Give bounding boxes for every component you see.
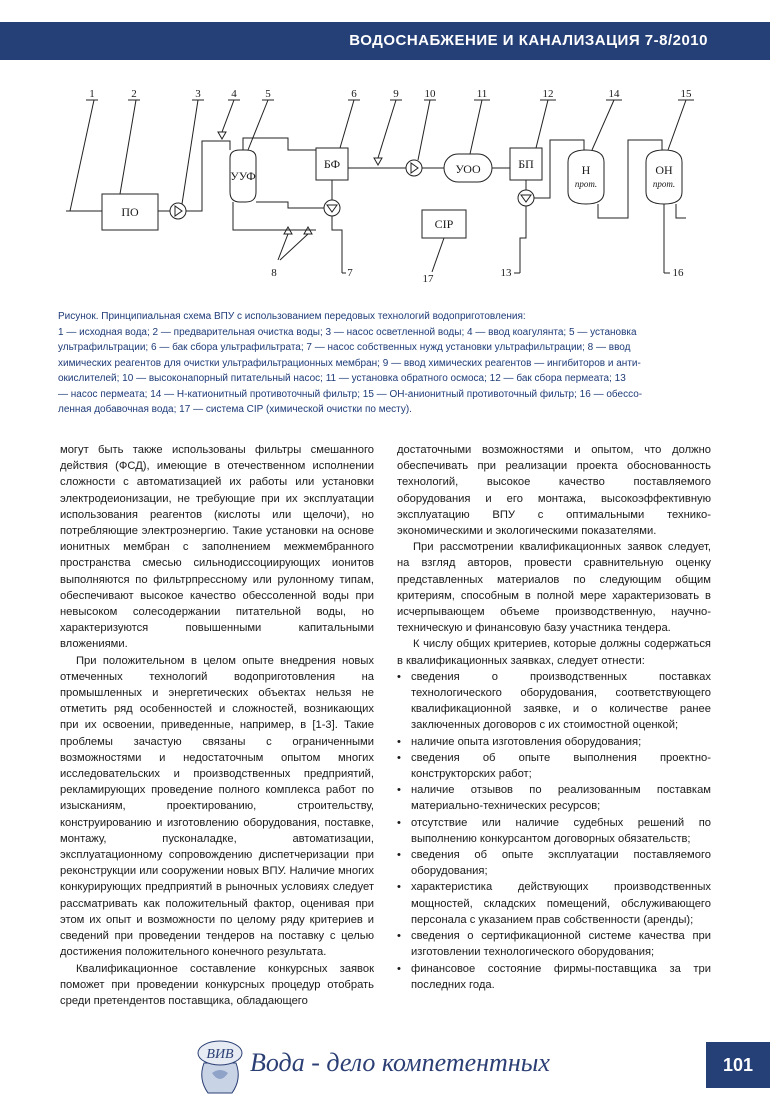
- label-po: ПО: [121, 205, 139, 219]
- criteria-list: [397, 669, 711, 993]
- num-2: 2: [131, 88, 137, 100]
- list-item: • отсутствие или наличие судебных решений по выполнению конкурсантом договорных обязательств;: [397, 815, 711, 847]
- leader-10: [418, 100, 430, 160]
- label-bf: БФ: [323, 157, 341, 171]
- leader-6: [340, 100, 354, 148]
- num-11: 11: [476, 88, 488, 100]
- num-9: 9: [393, 88, 399, 100]
- label-h-sub: прот.: [574, 179, 598, 189]
- leader-11: [470, 100, 482, 154]
- leader-1: [70, 100, 94, 211]
- leader-17: [432, 238, 444, 272]
- page-number-box: [706, 1042, 770, 1088]
- num-17: 17: [422, 273, 434, 285]
- slogan: Вода - дело компетентных: [250, 1048, 550, 1077]
- process-diagram: [58, 88, 718, 288]
- caption-line: — насос пермеата; 14 — Н-катионитный противоточный фильтр; 15 — ОН-анионитный противоточный фильтр; 16 — обессо-: [58, 388, 643, 400]
- leader-9: [378, 100, 396, 158]
- num-15: 15: [680, 88, 692, 100]
- num-16: 16: [672, 267, 684, 279]
- leader-14: [592, 100, 614, 150]
- list-item: • сведения об опыте выполнения проектно-конструкторских работ;: [397, 750, 711, 782]
- left-column: [60, 442, 374, 1009]
- label-uoo: УОО: [455, 162, 481, 176]
- num-3: 3: [195, 88, 201, 100]
- label-uuf: УУФ: [230, 169, 256, 183]
- right-column: [397, 442, 711, 993]
- num-7: 7: [347, 267, 353, 279]
- num-13: 13: [500, 267, 512, 279]
- caption-line: ленная добавочная вода; 17 — система CIP (химической очистки по месту).: [58, 404, 412, 415]
- leader-2: [120, 100, 136, 194]
- list-item: • наличие опыта изготовления оборудования;: [397, 734, 711, 750]
- leader-8b: [280, 234, 308, 260]
- num-5: 5: [265, 88, 271, 100]
- paragraph: могут быть также использованы фильтры смешанного действия (ФСД), имеющие в отечественном исполнении сложности с автоматизацией их работы или установки электродеионизации, не требующие при их эксплуатации использования реагентов (кислоты или щелочи), но потребляющие электроэнергию. Такие установки на основе ионитных мембран с заполнением межмембранного пространства смесью сильнодиссоциирующих ионитов выполняются по фильтрпрессному или рулонному типам, обеспечивают высокое качество обессоленной воды при невысоком солесодержании питательной воды, но характеризуются повышенными капитальными вложениями.: [60, 444, 374, 651]
- list-item: • финансовое состояние фирмы-поставщика за три последних года.: [397, 961, 711, 993]
- inhibitor-arrow: [374, 158, 382, 165]
- label-cip: CIP: [434, 217, 454, 231]
- leader-8a: [278, 234, 288, 260]
- pipe-pump13-down: [520, 206, 526, 273]
- leader-15: [668, 100, 686, 150]
- num-1: 1: [89, 88, 95, 100]
- caption-line: ультрафильтрации; 6 — бак сбора ультрафильтрата; 7 — насос собственных нужд установки ультрафильтрации; 8 — ввод: [58, 342, 631, 353]
- caption-line: окислителей; 10 — высоконапорный питательный насос; 11 — установка обратного осмоса; 12 — бак сбора пермеата; 13: [58, 373, 626, 384]
- journal-title: ВОДОСНАБЖЕНИЕ И КАНАЛИЗАЦИЯ 7-8/2010: [349, 32, 708, 49]
- num-4: 4: [231, 88, 237, 100]
- page-number: 101: [722, 1055, 754, 1075]
- paragraph: достаточными возможностями и опытом, что должно обеспечивать при реализации проекта обоснованность технологий, высокое качество поставляемого оборудования и его монтажа, высокоэффективную эксплуатацию ВПУ с оптимальными технико-экономическими и экологическими показателями.: [397, 444, 711, 538]
- pipe-oh-out: [676, 204, 686, 218]
- logo-text: ВИВ: [206, 1047, 234, 1062]
- num-14: 14: [608, 88, 620, 100]
- num-6: 6: [351, 88, 357, 100]
- paragraph: При рассмотрении квалификационных заявок следует, на взгляд авторов, провести сравнительную оценку представленных материалов по следующим общим критериям, способным в полной мере характеризовать в исчерпывающем объеме производственную, научно-техническую и финансовую базу участника тендера.: [397, 541, 711, 635]
- pipe-chem-8: [233, 202, 316, 230]
- leader-3: [182, 100, 198, 204]
- label-h: Н: [581, 163, 591, 177]
- paragraph: При положительном в целом опыте внедрения новых отмеченных технологий водоприготовления на промышленных и энергетических объектах нельзя не отметить ряд особенностей и сложностей, возникающих при их освоении, приведенные, например, в [1-3]. Такие проблемы зачастую связаны с ограниченными возможностями и недостаточным опытом многих исследовательских и производственных предприятий, рекламирующих проведение полного комплекса работ по изысканиям, проектированию, строительству, конструированию и изготовлению оборудования, поставке, монтажу, пусконаладке, автоматизации, эксплуатационному сопровождению диспетчеризации при реконструкции или сооружении новых ВПУ. Наличие многих конкурирующих предприятий в рыночных условиях следует рассматривать как положительный фактор, оценивая при этом их опыт и возможности по целому ряду критериев и сведений при проведении тендеров на поставку с целью достижения положительного конечного результата.: [60, 654, 374, 959]
- pipe-pump7-out: [332, 216, 342, 273]
- figure-caption: [58, 309, 718, 418]
- label-oh: ОН: [655, 163, 673, 177]
- leader-4: [222, 100, 234, 132]
- coagulant-arrow: [218, 132, 226, 139]
- paragraph: Квалификационное составление конкурсных заявок поможет при проведении конкурсных процедур отобрать среди претендентов поставщика, обладающего: [60, 962, 374, 1007]
- pipe-uuf-bf: [243, 138, 320, 150]
- pipe-pump7-back: [256, 202, 324, 208]
- num-10: 10: [424, 88, 436, 100]
- caption-line: химических реагентов для очистки ультрафильтрационных мембран; 9 — ввод химических реагентов — ингибиторов и анти-: [58, 357, 641, 369]
- list-item: • сведения о сертификационной системе качества при изготовлении технологического оборудования;: [397, 928, 711, 960]
- header-bar: [0, 22, 770, 60]
- list-item: • наличие отзывов по реализованным поставкам материально-технических ресурсов;: [397, 782, 711, 814]
- journal-logo: [190, 1033, 250, 1099]
- caption-line: 1 — исходная вода; 2 — предварительная очистка воды; 3 — насос осветленной воды; 4 — ввод коагулянта; 5 — установка: [58, 326, 637, 338]
- paragraph: К числу общих критериев, которые должны содержаться в квалификационных заявках, следует отнести:: [397, 638, 711, 667]
- vessel-oh: [646, 150, 682, 204]
- num-12: 12: [542, 88, 554, 100]
- list-item: • сведения об опыте эксплуатации поставляемого оборудования;: [397, 847, 711, 879]
- leader-12: [536, 100, 548, 148]
- label-oh-sub: прот.: [652, 179, 676, 189]
- pipe-pump-uuf: [186, 141, 230, 211]
- vessel-h: [568, 150, 604, 204]
- caption-title: Рисунок. Принципиальная схема ВПУ с использованием передовых технологий водоприготовления:: [58, 311, 526, 322]
- list-item: • характеристика действующих производственных мощностей, складских помещений, обслуживающего персонала с указанием прав собственности (аренды);: [397, 879, 711, 928]
- label-bp: БП: [518, 157, 534, 171]
- num-8: 8: [271, 267, 277, 279]
- list-item: • сведения о производственных поставках технологического оборудования, соответствующего квалификационной заявке, и о количестве ранее заключенных договоров с их стоимостной оценкой;: [397, 669, 711, 734]
- leader-5: [248, 100, 268, 150]
